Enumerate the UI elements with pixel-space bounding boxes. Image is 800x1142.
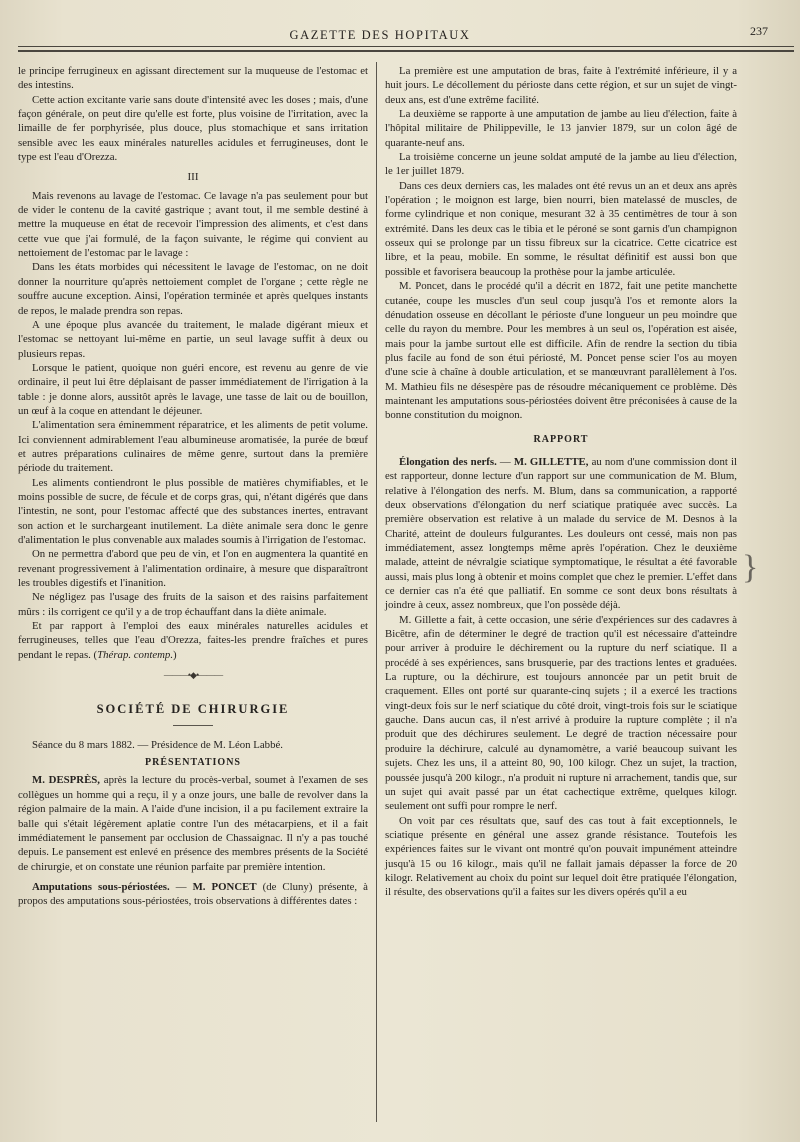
paragraph: A une époque plus avancée du traitement, le malade digérant mieux et l'estomac se nettoyant lui-même en partie, un seul lavage suffit à deux ou plusieurs repas. [18,318,368,360]
paragraph [385,455,737,613]
source-citation: Thérap. contemp. [97,648,174,661]
section-number: III [187,171,199,184]
paragraph: La deuxième se rapporte à une amputation de jambe au lieu d'élection, faite à l'hôpital militaire de Philippeville, le 13 janvier 1879, sur un colon âgé de quarante-neuf ans. [385,108,737,149]
divider [173,725,213,726]
paragraph: L'alimentation sera éminemment réparatrice, et les aliments de petit volume. Ici conviennent admirablement l'eau albumineuse aromatisée, la purée de bœuf et autres préparations culinaires de même genre, surtout dans la première période du traitement. [18,419,368,475]
paragraph: M. Gillette a fait, à cette occasion, une série d'expériences sur des cadavres à Bicêtre, afin de déterminer le degré de traction qu'il est nécessaire d'atteindre pour arriver à produire le déchirement ou la rupture du nerf sciatique. Il a procédé à ses expériences, sans brusquerie, par des tractions lentes et graduées. La rupture, ou la déchirure, est toujours annoncée par un petit bruit de craquement. Elles ont porté sur quarante-cinq sujets ; il a exercé les tractions vingt-deux fois sur le nerf sciatique du côté droit, vingt-trois fois sur le sciatique gauche. Dans aucun cas, il n'est arrivé à produire la rupture complète ; il n'a produit que des déchirures seulement. Le degré de traction nécessaire pour produire la déchirure, calculé au dynamomètre, a varié beaucoup suivant les sujets. Chez les uns, il a atteint 80, 90, 100 kilogr. Chez un sujet, la traction, poussée jusqu'à 200 kilogr., n'a produit ni rupture ni arrachement, tandis que, sur un sujet qui avait passé par un état cachectique extrême, quelques kilogr. seulement ont suffi pour rompre le nerf. [385,613,737,813]
paragraph: Mais revenons au lavage de l'estomac. Ce lavage n'a pas seulement pour but de vider le contenu de la cavité gastrique ; avant tout, il me semble destiné à mettre la muqueuse en état de recevoir l'impression des aliments, et c'est dans cette vue que j'ai formulé, de la façon suivante, le régime qui convient au nettoiement de l'estomac par le lavage : [18,189,368,260]
paragraph: Lorsque le patient, quoique non guéri encore, est revenu au genre de vie ordinaire, il peut lui être déplaisant de passer immédiatement de l'irrigation à la table : je donne alors, aussitôt après le lavage, une tasse de lait ou de bouillon, un œuf à la coque en attendant le déjeuner. [18,361,368,417]
header-rule [18,46,794,47]
paragraph: On voit par ces résultats que, sauf des cas tout à fait exceptionnels, le sciatique présente en général une assez grande résistance. Toutefois les expériences faites sur le vivant ont montré qu'on pouvait impunément atteindre jusqu'à 15 ou 16 kilogr., mais qu'il ne fallait jamais dépasser la force de 20 kilogr. Relativement au choix du point sur lequel doit être pratiquée l'élongation, il résulte, des observations qu'il a faites sur les divers opérés qu'il a eu [385,814,737,899]
seance-line: Séance du 8 mars 1882. — Présidence de M. Léon Labbé. [32,738,283,751]
paragraph: Les aliments contiendront le plus possible de matières chymifiables, et le moins possible de sucre, de fécule et de corps gras, qui, n'étant digérés que dans l'intestin, ne sont, pour l'estomac affecté que des substances inertes, entravant son action et le surchargeant inutilement. La diète animale sera donc le genre d'alimentation le plus convenable aux malades soumis à l'irrigation de l'estomac. [18,476,368,546]
paragraph-text: (de Cluny) présente, à propos des amputations sous-périostées, trois observations à différentes dates : [18,880,368,908]
paragraph [18,880,368,909]
paragraph: La première est une amputation de bras, faite à l'extrémité inférieure, il y a huit jours. Le décollement du périoste dans cette région, et sur un sujet de vingt-deux ans, est d'une extrême facilité. [385,65,737,106]
margin-bracket-mark: } [742,549,759,586]
paragraph: Dans les états morbides qui nécessitent le lavage de l'estomac, on ne doit donner la nourriture qu'après nettoiement complet de l'organe ; cette règle ne souffre aucune exception. Ainsi, l'opération terminée et après quelques instants de repos, le malade prendra son repas. [18,261,368,317]
paragraph [18,619,368,662]
article-title: Élongation des nerfs. [399,455,497,468]
right-column [385,64,737,900]
paragraph-text: après la lecture du procès-verbal, soumet à l'examen de ses collègues un homme qui a reçu, il y a onze jours, une balle de revolver dans la région palmaire de la main. A l'aide d'une incision, il a pu facilement extraire la balle qui s'était légèrement aplatie contre l'un des métacarpiens, et il a fait immédiatement le pansement par occlusion de Chassaignac. Il n'y a pas touché depuis. Le pansement est enlevé en présence des membres présents de la Société de chirurgie, et on constate une réunion parfaite par première intention. [18,774,368,873]
ornament-divider: ———•◆•——— [163,670,223,681]
dash: — [169,880,193,893]
paragraph: M. Poncet, dans le procédé qu'il a décrit en 1872, fait une petite manchette cutanée, coupe les muscles d'un seul coup jusqu'à l'os et remonte alors la dénudation osseuse en décollant le périoste d'une longueur un peu moindre que celle du rayon du membre. Pour les membres à un seul os, l'opération est aisée, mais pour la jambe surtout elle est difficile. Afin de rendre la section du tibia plus facile au fond de son étui périosté, M. Poncet pense scier l'os au moyen d'une scie à chaîne à double articulation, et se manœuvrant parallèlement à l'os. M. Mathieu fils ne désespère pas de résoudre mécaniquement ce problème. Dès maintenant les amputations sous-périostées doivent être préconisées à cause de la bonne constitution du moignon. [385,280,737,422]
paragraph: le principe ferrugineux en agissant directement sur la muqueuse de l'estomac et des intestins. [18,65,368,92]
paragraph: Ne négligez pas l'usage des fruits de la saison et des raisins parfaitement mûrs : ils corrigent ce qu'il y a de trop échauffant dans la diète animale. [18,591,368,618]
speaker-name: M. DESPRÈS, [32,774,100,787]
subsection-heading: RAPPORT [533,433,589,445]
speaker-name: M. GILLETTE, [513,455,589,468]
dash: — [496,455,514,468]
society-title: SOCIÉTÉ DE CHIRURGIE [96,702,290,717]
paragraph: La troisième concerne un jeune soldat amputé de la jambe au lieu d'élection, le 1er juillet 1879. [385,151,737,178]
left-column [18,64,368,909]
paragraph-text: Et par rapport à l'emploi des eaux minérales naturelles acidules et ferrugineuses, telles que l'eau d'Orezza, faites-les prendre fraîches et pures pendant le repas. ( [18,620,368,661]
paragraph-text: ) [173,648,177,661]
paragraph-text: au nom d'une commission dont il est rapporteur, donne lecture d'un rapport sur une communication de M. Blum, relative à l'élongation des nerfs. M. Blum, dans sa communication, a rapporté deux observations d'élongation du nerf sciatique pratiquée avec succès. La première observation est relative à un malade du service de M. Desnos à la Charité, atteint de douleurs fulgurantes. Les douleurs ont cessé, mais non pas immédiatement, assez longtemps même après l'opération. Chez le deuxième malade, atteint de névralgie sciatique symptomatique, le résultat a été favorable aussi, mais plus long à obtenir et moins complet que chez le premier. L'effet dans ce dernier cas n'a été que palliatif. En somme ce sont deux bons résultats à joindre à ceux, assez nombreux, que l'on possède déjà. [385,455,737,612]
paragraph: On ne permettra d'abord que peu de vin, et l'on en augmentera la quantité en revenant progressivement à l'alimentation ordinaire, à mesure que disparaîtront les troubles digestifs et l'inanition. [18,548,368,590]
page-title: GAZETTE DES HOPITAUX [289,28,471,42]
paragraph: Cette action excitante varie sans doute d'intensité avec les doses ; mais, d'une façon générale, on peut dire qu'elle est forte, plus voisine de l'irritation, avec la limaille de fer porphyrisée, plus douce, plus stomachique et sans irritation sensible avec les eaux minérales naturelles acidules et ferrugineuses, dont le type est l'eau d'Orezza. [18,93,368,164]
subsection-heading: PRÉSENTATIONS [145,757,241,769]
column-separator [376,62,377,1122]
paragraph: Dans ces deux derniers cas, les malades ont été revus un an et deux ans après l'opération ; le moignon est large, bien nourri, bien matelassé de muscles, de forme cylindrique et non conique, mesurant 32 à 35 centimètres de tour à son extrémité. Dans les deux cas le tibia et le péroné se sont garnis d'un champignon osseux qui se prolonge par un tissu fibreux sur la cicatrice. Cette cicatrice est libre, et la peau, mobile. En somme, le résultat définitif est aussi bon que possible et favorisera beaucoup la prothèse pour la jambe articulée. [385,179,737,278]
header-rule-thick [18,50,794,52]
page-header [20,22,768,42]
paragraph [18,773,368,873]
article-title: Amputations sous-périostées. [32,880,170,893]
page-number: 237 [750,24,768,38]
speaker-name: M. PONCET [192,880,257,893]
